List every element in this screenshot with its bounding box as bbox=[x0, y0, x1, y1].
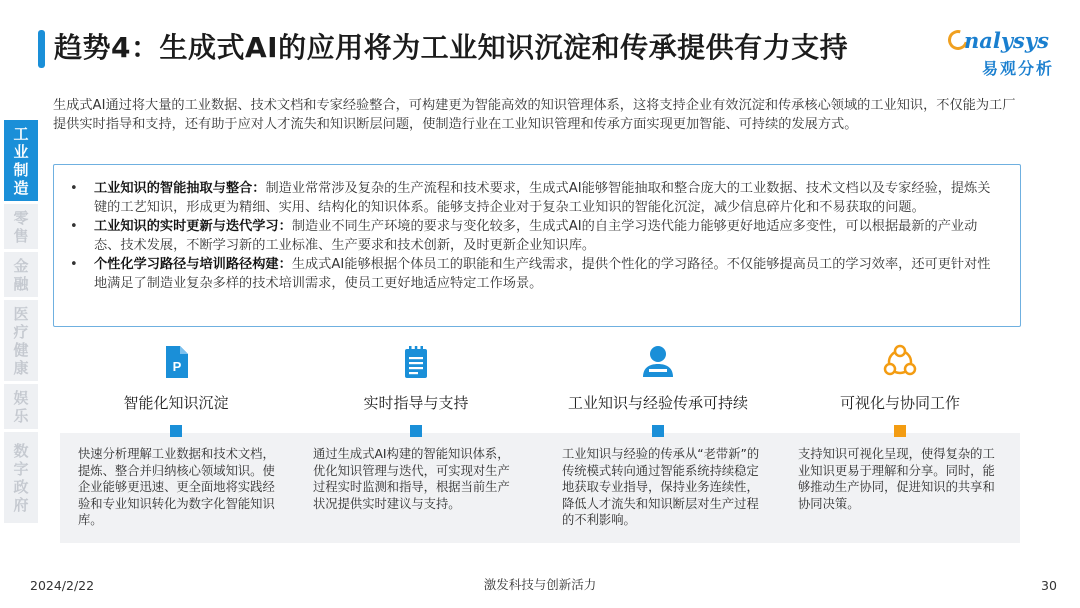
bullet: • bbox=[70, 257, 78, 272]
feature-column-visual-collaboration bbox=[780, 344, 1020, 413]
side-tab-label: 零售 bbox=[13, 208, 29, 245]
feature-title: 实时指导与支持 bbox=[363, 394, 469, 412]
document-p-icon bbox=[158, 344, 194, 380]
bullet: • bbox=[70, 219, 78, 234]
page-number: 30 bbox=[1041, 578, 1057, 593]
feature-card-text: 工业知识与经验的传承从“老带新”的传统模式转向通过智能系统持续稳定地获取专业指导，保持业务连续性，降低人才流失和知识断层对生产过程的不利影响。 bbox=[562, 447, 760, 527]
feature-column-knowledge-inheritance bbox=[538, 344, 778, 413]
person-id-icon bbox=[640, 344, 676, 380]
side-tab-label: 数字政府 bbox=[13, 441, 29, 514]
key-point-heading: 个性化学习路径与培训路径构建： bbox=[94, 257, 292, 272]
footer-date: 2024/2/22 bbox=[30, 578, 95, 593]
key-point-body: 制造业常常涉及复杂的生产流程和技术要求，生成式AI能够智能抽取和整合庞大的工业数据、技术文档以及专家经验，提炼关键的工艺知识，形成更为精细、实用、结构化的知识体系。能够支持企业对于复杂工业知识的智能化沉淀，减少信息碎片化和不易获取的问题。 bbox=[94, 181, 991, 215]
feature-card-text: 快速分析理解工业数据和技术文档，提炼、整合并归纳核心领域知识。使企业能够更迅速、更全面地将实践经验和专业知识转化为数字化智能知识库。 bbox=[78, 447, 275, 527]
key-point-body: 生成式AI能够根据个体员工的职能和生产线需求，提供个性化的学习路径。不仅能够提高员工的学习效率，还可更针对性地满足了制造业复杂多样的技术培训需求，使员工更好地适应特定工作场景。 bbox=[94, 257, 991, 291]
industry-side-nav bbox=[4, 120, 38, 526]
side-tab-manufacturing[interactable] bbox=[4, 120, 38, 204]
feature-card-text: 支持知识可视化呈现，使得复杂的工业知识更易于理解和分享。同时，能够推动生产协同，促进知识的共享和协同决策。 bbox=[798, 447, 995, 511]
feature-column-knowledge-deposit bbox=[56, 344, 296, 413]
side-tab-label: 金融 bbox=[13, 256, 29, 293]
side-tab-finance[interactable] bbox=[4, 252, 38, 300]
footer-slogan: 激发科技与创新活力 bbox=[483, 577, 597, 592]
notepad-icon bbox=[398, 344, 434, 380]
feature-title: 智能化知识沉淀 bbox=[123, 394, 229, 412]
intro-paragraph: 生成式AI通过将大量的工业数据、技术文档和专家经验整合，可构建更为智能高效的知识管理体系，这将支持企业有效沉淀和传承核心领域的工业知识，不仅能为工厂提供实时指导和支持，还有助于应对人才流失和知识断层问题，使制造行业在工业知识管理和传承方面实现更加智能、可持续的发展方式。 bbox=[53, 98, 1016, 132]
feature-marker bbox=[652, 425, 664, 437]
feature-marker bbox=[170, 425, 182, 437]
key-points-box bbox=[53, 164, 1021, 327]
side-tab-label: 娱乐 bbox=[13, 388, 29, 425]
bullet: • bbox=[70, 181, 78, 196]
feature-column-realtime-guidance bbox=[296, 344, 536, 413]
feature-title: 可视化与协同工作 bbox=[839, 394, 960, 412]
side-tab-label: 工业制造 bbox=[13, 124, 29, 197]
side-tab-entertainment[interactable] bbox=[4, 384, 38, 432]
collaboration-icon bbox=[882, 344, 918, 380]
feature-marker bbox=[410, 425, 422, 437]
logo-chinese: 易观分析 bbox=[982, 59, 1055, 78]
key-point-body: 制造业不同生产环境的要求与变化较多，生成式AI的自主学习迭代能力能够更好地适应多变性，可以根据最新的产业动态、技术发展，不断学习新的工业标准、生产要求和技术创新，及时更新企业知识库。 bbox=[94, 219, 978, 253]
key-point bbox=[68, 255, 1000, 293]
side-tab-digital-government[interactable] bbox=[4, 432, 38, 526]
side-tab-retail[interactable] bbox=[4, 204, 38, 252]
key-point bbox=[68, 217, 1000, 255]
feature-card-text: 通过生成式AI构建的智能知识体系，优化知识管理与迭代，可实现对生产过程实时监测和指导，根据当前生产状况提供实时建议与支持。 bbox=[313, 447, 510, 511]
key-point-heading: 工业知识的智能抽取与整合： bbox=[94, 181, 266, 196]
key-point-heading: 工业知识的实时更新与迭代学习： bbox=[94, 219, 292, 234]
side-tab-label: 医疗健康 bbox=[13, 304, 29, 377]
feature-title: 工业知识与经验传承可持续 bbox=[567, 394, 748, 412]
logo-wordmark: nalysys bbox=[964, 28, 1049, 53]
analysys-logo bbox=[948, 22, 1066, 78]
feature-marker bbox=[894, 425, 906, 437]
svg-text:P: P bbox=[172, 359, 182, 374]
key-point bbox=[68, 179, 1000, 217]
side-tab-healthcare[interactable] bbox=[4, 300, 38, 384]
title-accent-bar bbox=[38, 30, 45, 68]
page-title: 趋势4：生成式AI的应用将为工业知识沉淀和传承提供有力支持 bbox=[54, 31, 849, 64]
